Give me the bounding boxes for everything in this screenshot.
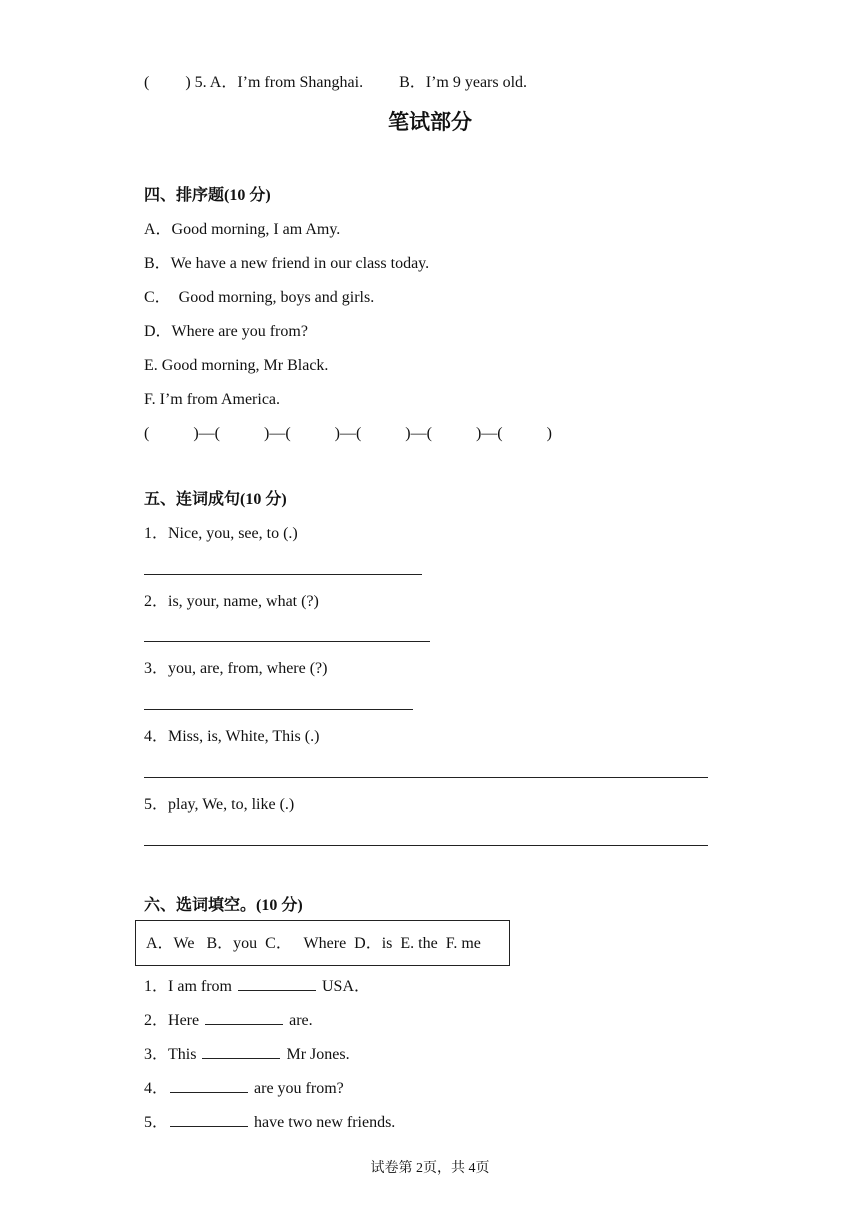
fill-item-number: 1． [144, 978, 169, 995]
ordering-item-b: B．We have a new friend in our class today. [144, 255, 430, 272]
ordering-item-d: D．Where are you from? [144, 323, 308, 340]
fill-item-text-before: Here [168, 1012, 204, 1029]
sentence-item-5: 5．play, We, to, like (.) [144, 796, 295, 813]
ordering-item-c: C． Good morning, boys and girls. [144, 289, 375, 306]
fill-blank[interactable] [170, 1112, 248, 1127]
written-part-title: 笔试部分 [388, 110, 472, 134]
fill-item-text-before: This [168, 1046, 201, 1063]
fill-item-number: 3． [144, 1046, 169, 1063]
ordering-item-f: F. I’m from America. [144, 391, 281, 408]
answer-line-3[interactable] [144, 709, 413, 710]
fill-item-3 [144, 1044, 350, 1065]
fill-item-text-after: are. [285, 1012, 313, 1029]
fill-item-text-before: I am from [168, 978, 236, 995]
fill-item-text-after: are you from? [250, 1080, 344, 1097]
fill-item-number: 5． [144, 1114, 169, 1131]
fill-item-4 [144, 1078, 344, 1099]
ordering-answer-row[interactable]: ( )—( )—( )—( )—( )—( ) [144, 425, 552, 442]
answer-line-5[interactable] [144, 845, 708, 846]
ordering-item-a: A．Good morning, I am Amy. [144, 221, 341, 238]
sentence-item-1: 1．Nice, you, see, to (.) [144, 525, 298, 542]
ordering-item-e: E. Good morning, Mr Black. [144, 357, 329, 374]
fill-item-2 [144, 1010, 313, 1031]
fill-item-number: 4． [144, 1080, 169, 1097]
word-bank-box [135, 920, 510, 966]
sentence-item-3: 3．you, are, from, where (?) [144, 660, 328, 677]
fill-item-1 [144, 976, 370, 997]
fill-item-text-after: Mr Jones. [282, 1046, 350, 1063]
section-6-title: 六、选词填空。(10 分) [144, 897, 303, 914]
fill-blank[interactable] [238, 976, 316, 991]
fill-blank[interactable] [202, 1044, 280, 1059]
fill-item-5 [144, 1112, 395, 1133]
answer-line-1[interactable] [144, 574, 422, 575]
question-5-listening: ( ) 5. A．I’m from Shanghai. B．I’m 9 years old. [144, 74, 528, 91]
fill-blank[interactable] [205, 1010, 283, 1025]
fill-item-text-after: USA． [318, 978, 371, 995]
sentence-item-4: 4．Miss, is, White, This (.) [144, 728, 320, 745]
page-footer: 试卷第 2页，共 4页 [370, 1161, 490, 1176]
answer-line-4[interactable] [144, 777, 708, 778]
word-bank-text: A．We B．you C． Where D．is E. the F. me [146, 935, 481, 952]
fill-blank[interactable] [170, 1078, 248, 1093]
sentence-item-2: 2．is, your, name, what (?) [144, 593, 319, 610]
answer-line-2[interactable] [144, 641, 430, 642]
section-4-title: 四、排序题(10 分) [144, 187, 271, 204]
fill-item-number: 2． [144, 1012, 169, 1029]
section-5-title: 五、连词成句(10 分) [144, 491, 287, 508]
fill-item-text-after: have two new friends. [250, 1114, 396, 1131]
